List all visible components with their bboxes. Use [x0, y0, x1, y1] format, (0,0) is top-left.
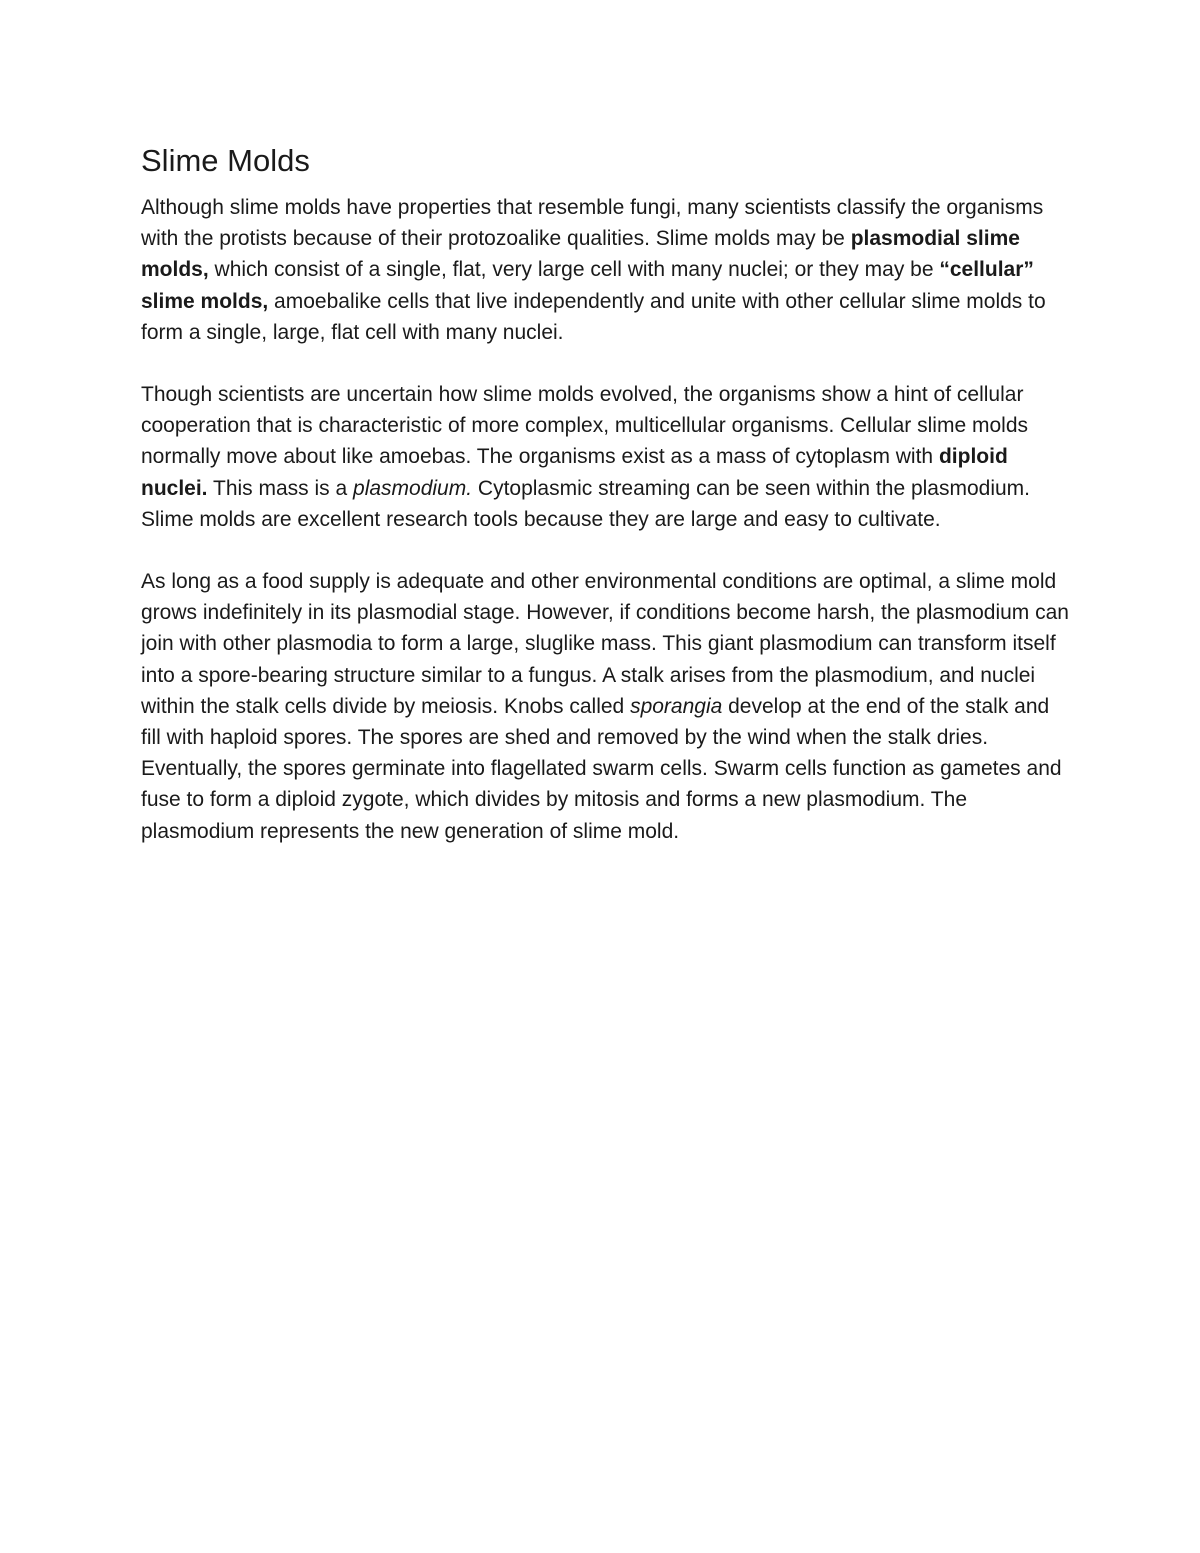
document-content [141, 140, 1071, 878]
paragraph-2-text-2: This mass is a [207, 476, 354, 500]
paragraph-1-text-2: which consist of a single, flat, very large cell with many nuclei; or they may be [208, 258, 940, 282]
paragraph-3-text-1: As long as a food supply is adequate and other environmental conditions are optimal, a slime mold grows indefinitely in its plasmodial stage. However, if conditions become harsh, the plasmodium can join with other plasmodia to form a large, sluglike mass. This giant plasmodium can transform itself into a spore-bearing structure similar to a fungus. A stalk arises from the plasmodium, and nuclei within the stalk cells divide by meiosis. Knobs called [141, 570, 1069, 718]
paragraph-1-text-3: amoebalike cells that live independently and unite with other cellular slime molds to form a single, large, flat cell with many nuclei. [141, 289, 1046, 344]
paragraph-2-text-3: Cytoplasmic streaming can be seen within the plasmodium. Slime molds are excellent research tools because they are large and easy to cultivate. [141, 476, 1031, 531]
page-title: Slime Molds [141, 143, 310, 178]
paragraph-2-text-1: Though scientists are uncertain how slime molds evolved, the organisms show a hint of cellular cooperation that is characteristic of more complex, multicellular organisms. Cellular slime molds normally move about like amoebas. The organisms exist as a mass of cytoplasm with [141, 383, 1028, 469]
paragraph-1 [141, 192, 1071, 348]
paragraph-3-text-2: develop at the end of the stalk and fill with haploid spores. The spores are shed and removed by the wind when the stalk dries. Eventually, the spores germinate into flagellated swarm cells. Swarm cells function as gametes and fuse to form a diploid zygote, which divides by mitosis and forms a new plasmodium. The plasmodium represents the new generation of slime mold. [141, 694, 1062, 843]
term-cellular-slime-molds: “cellular” slime molds, [141, 258, 1034, 313]
paragraph-3 [141, 566, 1071, 847]
term-sporangia: sporangia [630, 694, 723, 718]
paragraph-2 [141, 379, 1071, 535]
term-diploid-nuclei: diploid nuclei. [141, 445, 1008, 500]
term-plasmodial-slime-molds: plasmodial slime molds, [141, 227, 1020, 282]
term-plasmodium: plasmodium. [353, 476, 473, 500]
paragraph-1-text-1: Although slime molds have properties that resemble fungi, many scientists classify the organisms with the protists because of their protozoalike qualities. Slime molds may be [141, 196, 1044, 251]
